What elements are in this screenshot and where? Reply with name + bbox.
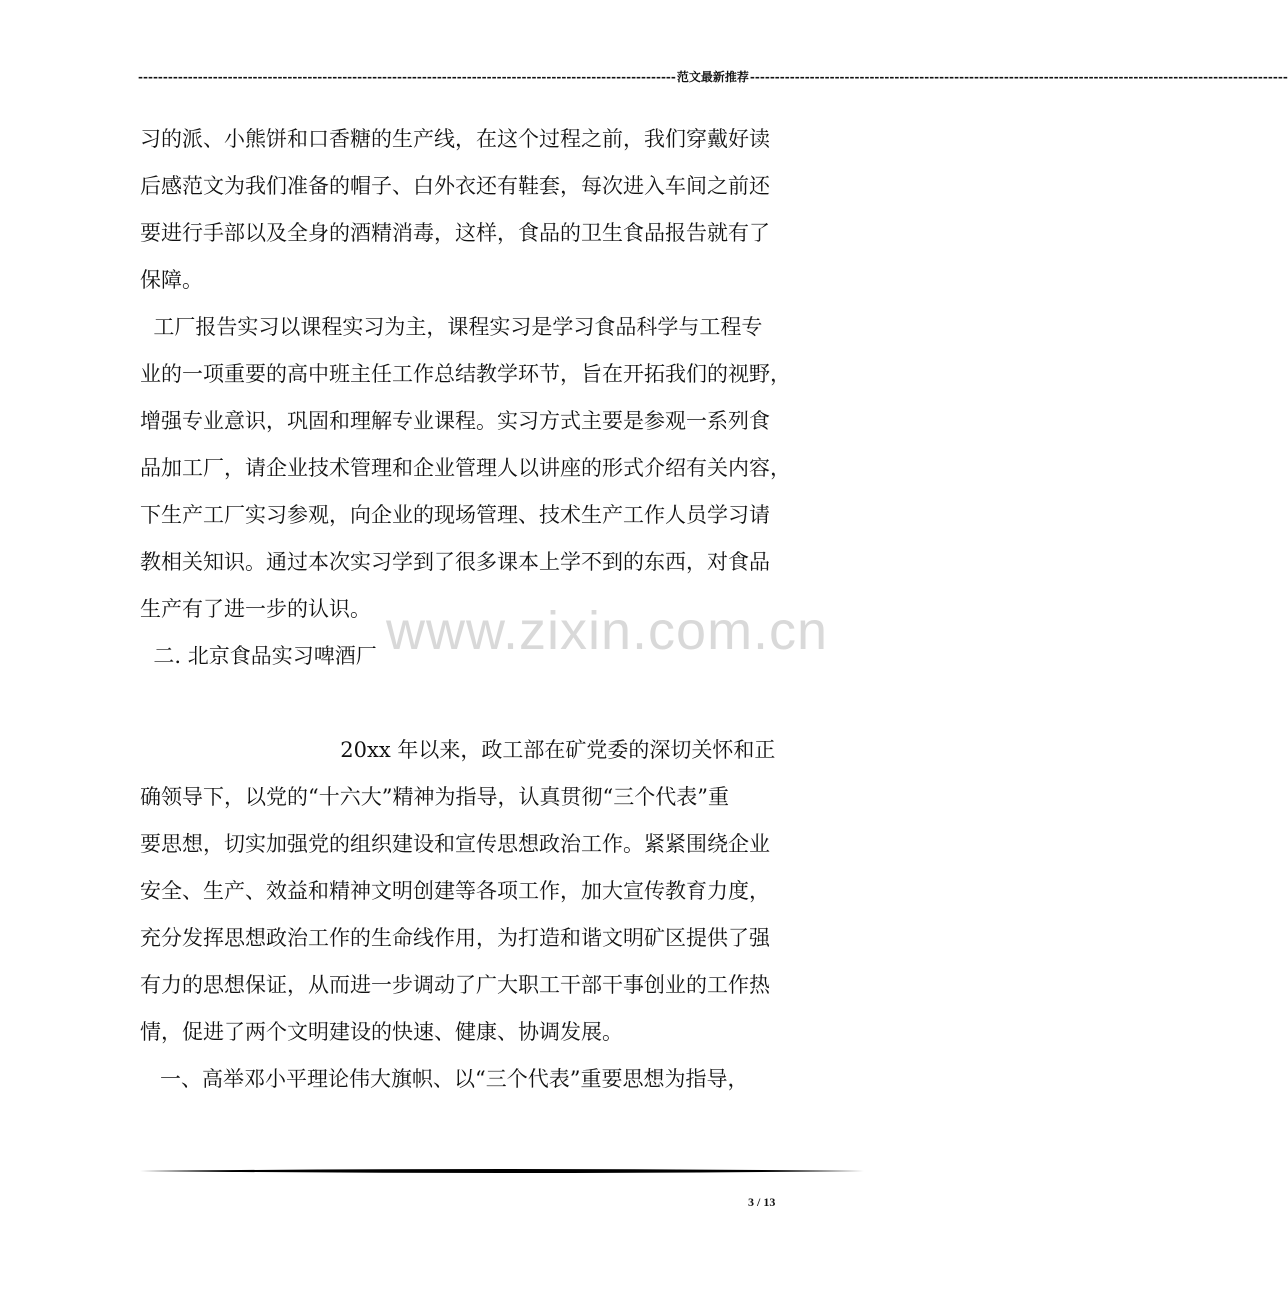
text-line: 工厂报告实习以课程实习为主，课程实习是学习食品科学与工程专: [140, 315, 763, 339]
text-line: 情，促进了两个文明建设的快速、健康、协调发展。: [140, 1020, 623, 1044]
blank-line: [140, 680, 788, 727]
text-line: 一、高举邓小平理论伟大旗帜、以“三个代表”重要思想为指导，: [140, 1067, 749, 1091]
text-line: 后感范文为我们准备的帽子、白外衣还有鞋套，每次进入车间之前还: [140, 174, 770, 198]
header-left-dashes: ------------------------------------------------------------------------------------------------------------: [138, 69, 676, 84]
page-header: [138, 68, 1288, 85]
text-line: 有力的思想保证，从而进一步调动了广大职工干部干事创业的工作热: [140, 973, 770, 997]
text-line: 要进行手部以及全身的酒精消毒，这样，食品的卫生食品报告就有了: [140, 221, 770, 245]
text-line: 生产有了进一步的认识。: [140, 597, 371, 621]
text-line: 习的派、小熊饼和口香糖的生产线，在这个过程之前，我们穿戴好读: [140, 127, 770, 151]
page-number: 3 / 13: [748, 1195, 776, 1209]
text-line: 业的一项重要的高中班主任工作总结教学环节，旨在开拓我们的视野，: [140, 362, 791, 386]
section-heading: 二. 北京食品实习啤酒厂: [140, 644, 377, 668]
text-line: 增强专业意识，巩固和理解专业课程。实习方式主要是参观一系列食: [140, 409, 770, 433]
text-line: 20xx 年以来，政工部在矿党委的深切关怀和正: [140, 738, 776, 762]
text-line: 安全、生产、效益和精神文明创建等各项工作，加大宣传教育力度，: [140, 879, 770, 903]
text-line: 要思想，切实加强党的组织建设和宣传思想政治工作。紧紧围绕企业: [140, 832, 770, 856]
header-title: 范文最新推荐: [676, 70, 749, 84]
text-line: 保障。: [140, 268, 203, 292]
header-right-dashes: ------------------------------------------------------------------------------------------------------------: [749, 69, 1288, 84]
footer-rule: [140, 1165, 864, 1177]
watermark: www.zixin.com.cn: [386, 601, 829, 661]
text-line: 下生产工厂实习参观，向企业的现场管理、技术生产工作人员学习请: [140, 503, 770, 527]
text-line: 确领导下，以党的“十六大”精神为指导，认真贯彻“三个代表”重: [140, 785, 729, 809]
text-line: 充分发挥思想政治工作的生命线作用，为打造和谐文明矿区提供了强: [140, 926, 770, 950]
text-line: 教相关知识。通过本次实习学到了很多课本上学不到的东西，对食品: [140, 550, 770, 574]
body-text: [140, 116, 791, 1103]
text-line: 品加工厂，请企业技术管理和企业管理人以讲座的形式介绍有关内容，: [140, 456, 791, 480]
